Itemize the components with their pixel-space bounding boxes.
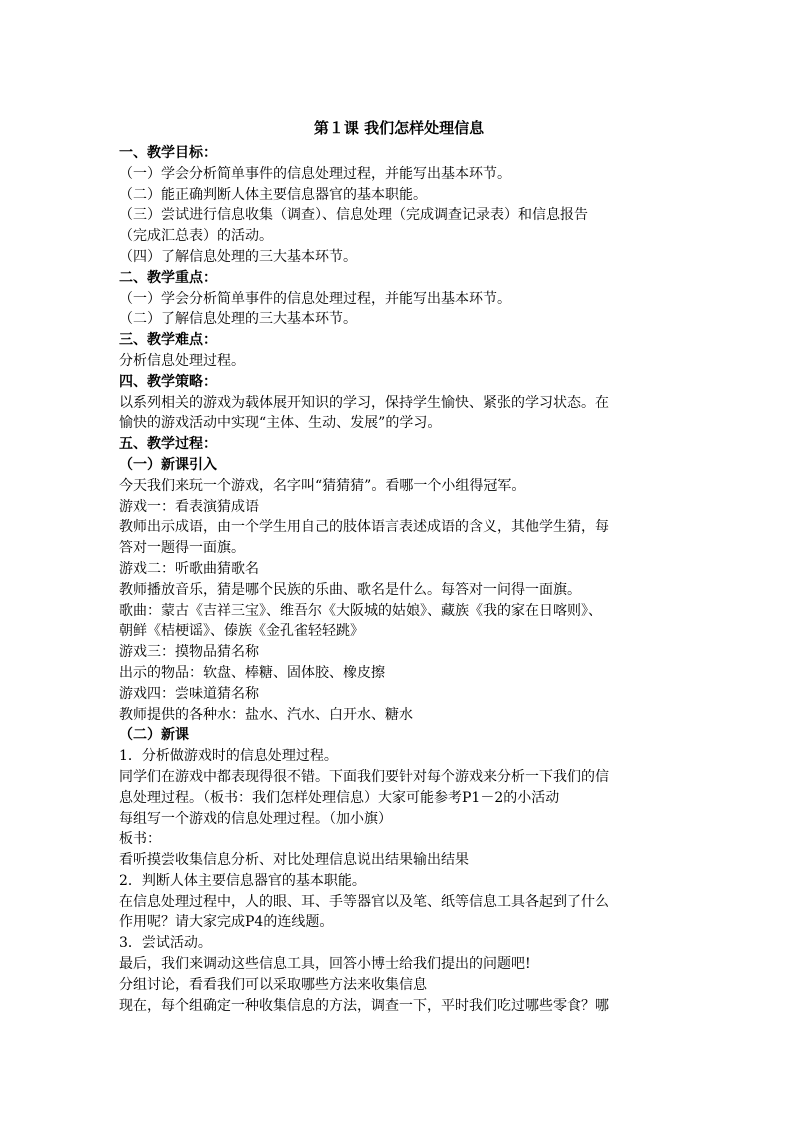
body-text-line: 歌曲：蒙古《吉祥三宝》、维吾尔《大阪城的姑娘》、藏族《我的家在日喀则》、 (119, 602, 602, 619)
body-text-line: 今天我们来玩一个游戏，名字叫“猜猜猜”。看哪一个小组得冠军。 (119, 477, 526, 494)
section-heading: 二、教学重点： (119, 269, 217, 286)
body-text-line: 教师播放音乐，猜是哪个民族的乐曲、歌名是什么。每答对一问得一面旗。 (119, 581, 581, 598)
body-text-line: （二）了解信息处理的三大基本环节。 (119, 311, 357, 328)
body-text-line: 分组讨论，看看我们可以采取哪些方法来收集信息 (119, 976, 427, 993)
body-text-line: 游戏一：看表演猜成语 (119, 498, 259, 515)
body-text-line: 现在，每个组确定一种收集信息的方法，调查一下，平时我们吃过哪些零食？哪 (119, 997, 609, 1014)
body-text-line: 游戏三：摸物品猜名称 (119, 644, 259, 661)
section-heading: 三、教学难点： (119, 332, 217, 349)
section-heading: 五、教学过程： (119, 436, 217, 453)
document-body (119, 143, 679, 1016)
body-text-line: 出示的物品：软盘、棒糖、固体胶、橡皮擦 (119, 664, 385, 681)
body-text-line: （四）了解信息处理的三大基本环节。 (119, 248, 357, 265)
body-text-line: 3．尝试活动。 (119, 935, 212, 952)
body-text-line: 分析信息处理过程。 (119, 352, 245, 369)
body-text-line: 朝鲜《桔梗谣》、傣族《金孔雀轻轻跳》 (119, 623, 364, 640)
body-text-line: 以系列相关的游戏为载体展开知识的学习，保持学生愉快、紧张的学习状态。在 (119, 394, 609, 411)
body-text-line: 看听摸尝收集信息分析、对比处理信息说出结果输出结果 (119, 852, 469, 869)
body-text-line: 愉快的游戏活动中实现“主体、生动、发展”的学习。 (119, 415, 442, 432)
section-heading: （一）新课引入 (119, 456, 217, 473)
body-text-line: 最后，我们来调动这些信息工具，回答小博士给我们提出的问题吧! (119, 956, 531, 973)
section-heading: 一、教学目标： (119, 145, 217, 161)
body-text-line: 息处理过程。（板书：我们怎样处理信息）大家可能参考P1－2的小活动 (119, 789, 560, 806)
body-text-line: （一）学会分析简单事件的信息处理过程，并能写出基本环节。 (119, 165, 511, 182)
section-heading: （二）新课 (119, 727, 189, 744)
body-text-line: 1．分析做游戏时的信息处理过程。 (119, 748, 338, 765)
body-text-line: 游戏二：听歌曲猜歌名 (119, 560, 259, 577)
body-text-line: 在信息处理过程中，人的眼、耳、手等器官以及笔、纸等信息工具各起到了什么 (119, 893, 609, 910)
body-text-line: 答对一题得一面旗。 (119, 540, 245, 557)
body-text-line: 每组写一个游戏的信息处理过程。（加小旗） (119, 810, 392, 827)
body-text-line: （一）学会分析简单事件的信息处理过程，并能写出基本环节。 (119, 290, 511, 307)
document-title: 第１课 我们怎样处理信息 (313, 119, 485, 137)
body-text-line: 教师提供的各种水：盐水、汽水、白开水、糖水 (119, 706, 413, 723)
body-text-line: 教师出示成语，由一个学生用自己的肢体语言表述成语的含义，其他学生猜，每 (119, 519, 609, 536)
section-heading: 四、教学策略： (119, 373, 217, 390)
body-text-line: 板书： (119, 831, 161, 848)
body-text-line: （二）能正确判断人体主要信息器官的基本职能。 (119, 186, 427, 203)
body-text-line: 游戏四：尝味道猜名称 (119, 685, 259, 702)
body-text-line: 同学们在游戏中都表现得很不错。下面我们要针对每个游戏来分析一下我们的信 (119, 768, 609, 785)
document-page (119, 117, 679, 1016)
body-text-line: （三）尝试进行信息收集（调查）、信息处理（完成调查记录表）和信息报告 (119, 207, 588, 224)
body-text-line: 2．判断人体主要信息器官的基本职能。 (119, 872, 366, 889)
body-text-line: （完成汇总表）的活动。 (119, 228, 273, 245)
body-text-line: 作用呢？请大家完成P4的连线题。 (119, 914, 334, 931)
